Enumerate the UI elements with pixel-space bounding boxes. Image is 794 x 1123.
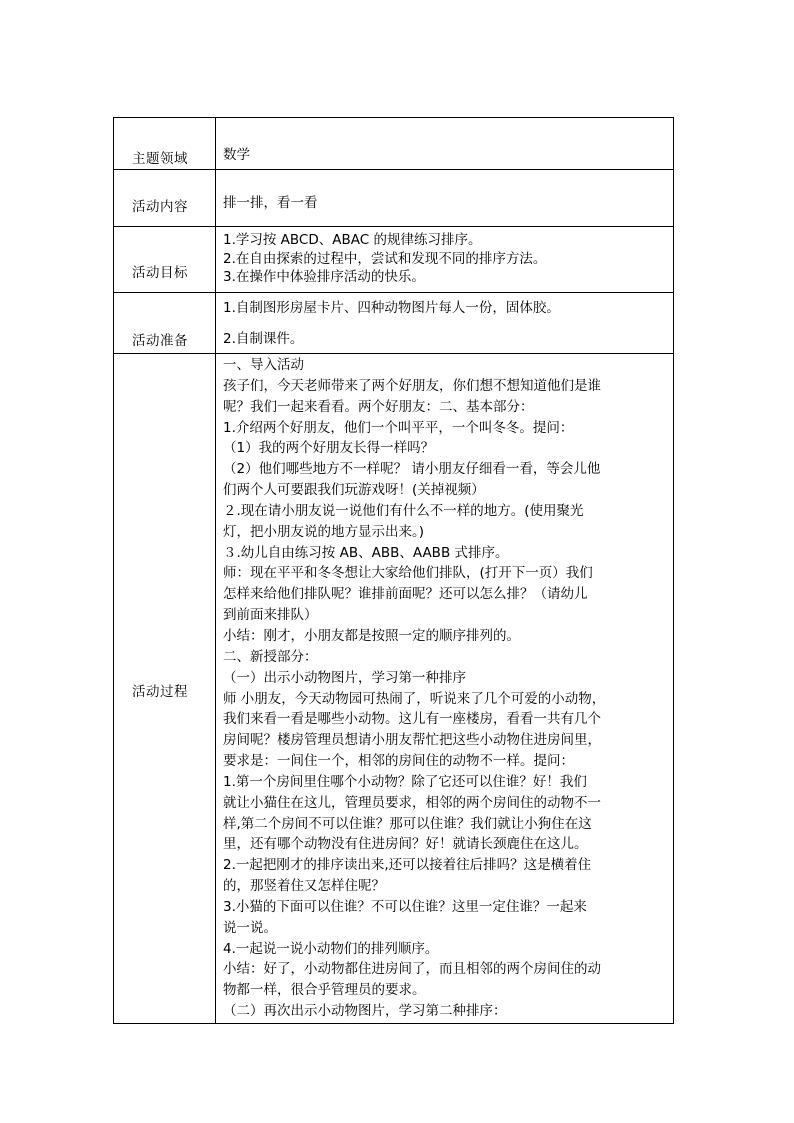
- row-process: [114, 354, 674, 1024]
- goal-item: 1.学习按 ABCD、ABAC 的规律练习排序。: [223, 232, 482, 248]
- value-domain: 数学: [223, 147, 250, 163]
- process-line: 样,第二个房间不可以住谁？那可以住谁？我们就让小狗住在这: [223, 815, 592, 832]
- process-line: 怎样来给他们排队呢？谁排前面呢？还可以怎么排？（请幼儿: [223, 586, 588, 603]
- process-line: 1.第一个房间里住哪个小动物？除了它还可以住谁？好！我们: [223, 773, 587, 790]
- label-cell-prep: [114, 293, 216, 354]
- process-line: 3.小猫的下面可以住谁？不可以住谁？这里一定住谁？一起来: [223, 898, 587, 915]
- process-line: 4.一起说一说小动物们的排列顺序。: [223, 940, 439, 957]
- label-cell-goals: [114, 227, 216, 293]
- process-line: 师：现在平平和冬冬想让大家给他们排队，(打开下一页）我们: [223, 565, 593, 582]
- goal-item: 2.在自由探索的过程中，尝试和发现不同的排序方法。: [223, 250, 547, 267]
- process-line: ２.现在请小朋友说一说他们有什么不一样的地方。(使用聚光: [223, 502, 584, 519]
- label-content: 活动内容: [132, 199, 188, 215]
- value-cell-process: [216, 354, 674, 1024]
- row-content: [114, 170, 674, 227]
- process-line: 孩子们，今天老师带来了两个好朋友，你们想不想知道他们是谁: [223, 377, 601, 394]
- process-line: 1.介绍两个好朋友，他们一个叫平平，一个叫冬冬。提问：: [223, 419, 574, 436]
- process-line: 小结：刚才，小朋友都是按照一定的顺序排列的。: [223, 627, 520, 644]
- process-line: 里，还有哪个动物没有住进房间？好！就请长颈鹿住在这儿。: [223, 836, 588, 853]
- process-line: 小结：好了，小动物都住进房间了，而且相邻的两个房间住的动: [223, 961, 601, 978]
- goal-item: 3.在操作中体验排序活动的快乐。: [223, 269, 425, 285]
- row-goals: [114, 227, 674, 293]
- value-cell-goals: [216, 227, 674, 293]
- process-line: 说一说。: [223, 919, 277, 936]
- process-line: 我们来看一看是哪些小动物。这儿有一座楼房，看看一共有几个: [223, 711, 601, 728]
- value-content: 排一排，看一看: [223, 195, 318, 211]
- process-text-block: [223, 355, 667, 1022]
- process-line: （2）他们哪些地方不一样呢？ 请小朋友仔细看一看，等会儿他: [223, 461, 601, 478]
- value-cell-content: [216, 170, 674, 227]
- process-line: （1）我的两个好朋友长得一样吗？: [223, 440, 435, 457]
- prep-item: 1.自制图形房屋卡片、四种动物图片每人一份，固体胶。: [223, 300, 560, 316]
- process-line: 的，那竖着住又怎样住呢？: [223, 878, 385, 895]
- process-line: 一、导入活动: [223, 357, 304, 373]
- label-process: 活动过程: [132, 684, 188, 700]
- process-line: 就让小猫住在这儿，管理员要求，相邻的两个房间住的动物不一: [223, 794, 601, 811]
- process-line: 要求是：一间住一个，相邻的房间住的动物不一样。提问：: [223, 753, 574, 770]
- prep-item: 2.自制课件。: [223, 330, 304, 347]
- label-cell-domain: [114, 118, 216, 170]
- process-line: 灯，把小朋友说的地方显示出来。): [223, 523, 425, 540]
- process-line: 师 小朋友，今天动物园可热闹了，听说来了几个可爱的小动物，: [223, 690, 606, 707]
- process-line: 房间呢？楼房管理员想请小朋友帮忙把这些小动物住进房间里，: [223, 732, 601, 749]
- label-goals: 活动目标: [132, 265, 188, 281]
- label-prep: 活动准备: [132, 333, 188, 349]
- row-domain: [114, 118, 674, 170]
- row-prep: [114, 293, 674, 354]
- label-cell-process: [114, 354, 216, 1024]
- lesson-plan-table: [113, 117, 674, 1024]
- process-line: 2.一起把刚才的排序读出来,还可以接着往后排吗？这是横着住: [223, 857, 592, 874]
- process-line: （一）出示小动物图片，学习第一种排序: [223, 669, 466, 686]
- process-line: 二、新授部分：: [223, 648, 318, 665]
- label-cell-content: [114, 170, 216, 227]
- process-line: ３.幼儿自由练习按 AB、ABB、AABB 式排序。: [223, 544, 509, 561]
- value-cell-prep: [216, 293, 674, 354]
- process-line: 物都一样，很合乎管理员的要求。: [223, 982, 426, 999]
- process-line: 到前面来排队）: [223, 607, 318, 624]
- label-domain: 主题领域: [132, 151, 188, 167]
- process-line: 呢？我们一起来看看。两个好朋友：二、基本部分：: [223, 398, 534, 415]
- process-line: 们两个人可要跟我们玩游戏呀！(关掉视频）: [223, 482, 485, 499]
- process-line: （二）再次出示小动物图片，学习第二种排序：: [223, 1003, 507, 1020]
- value-cell-domain: [216, 118, 674, 170]
